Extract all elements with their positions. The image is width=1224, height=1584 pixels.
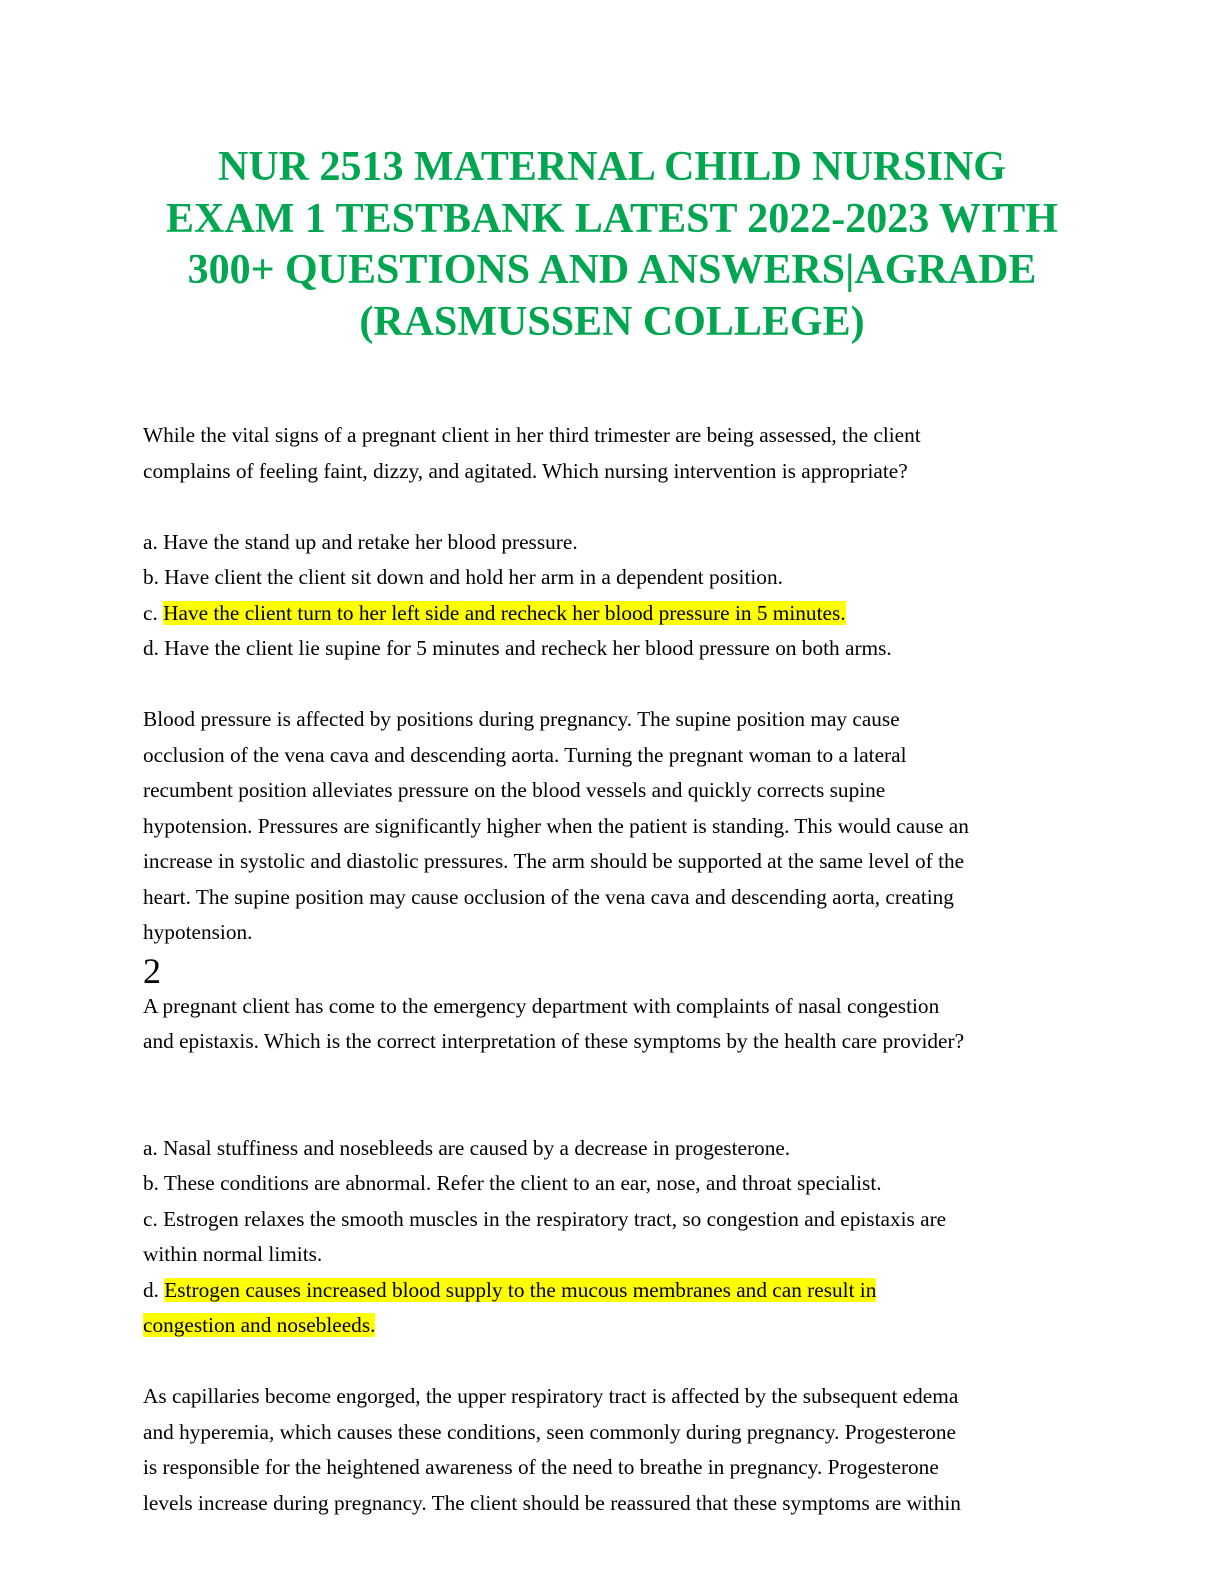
question-stem-line: A pregnant client has come to the emergency department with complaints of nasal congestion: [143, 993, 940, 1018]
rationale-line: is responsible for the heightened awareness of the need to breathe in pregnancy. Progesterone: [143, 1455, 939, 1479]
option-b: b. Have client the client sit down and hold her arm in a dependent position.: [143, 565, 783, 589]
question-stem-line: While the vital signs of a pregnant client in her third trimester are being assessed, the client: [143, 423, 921, 447]
option-d-continued: [143, 1308, 1083, 1344]
rationale-line: Blood pressure is affected by positions during pregnancy. The supine position may cause: [143, 707, 900, 731]
option-a: a. Nasal stuffiness and nosebleeds are caused by a decrease in progesterone.: [143, 1135, 791, 1160]
document-title: [120, 142, 1104, 348]
rationale-1: [143, 702, 1083, 951]
rationale-line: recumbent position alleviates pressure on the blood vessels and quickly corrects supine: [143, 778, 886, 802]
rationale-line: and hyperemia, which causes these conditions, seen commonly during pregnancy. Progesterone: [143, 1419, 956, 1444]
title-line: (RASMUSSEN COLLEGE): [359, 298, 865, 345]
option-letter: d.: [143, 1277, 165, 1302]
highlighted-answer: Estrogen causes increased blood supply to the mucous membranes and can result in: [164, 1277, 877, 1302]
document-body: [143, 418, 1083, 1521]
question-stem-line: complains of feeling faint, dizzy, and agitated. Which nursing intervention is appropriate?: [143, 458, 908, 483]
question-1: [143, 418, 1083, 951]
option-c: c. Estrogen relaxes the smooth muscles in the respiratory tract, so congestion and epistaxis are: [143, 1206, 947, 1231]
question-number: 2: [143, 950, 161, 991]
highlighted-answer: Have the client turn to her left side and recheck her blood pressure in 5 minutes.: [163, 600, 846, 625]
highlighted-answer: congestion and nosebleeds.: [143, 1313, 376, 1337]
option-d: d. Have the client lie supine for 5 minutes and recheck her blood pressure on both arms.: [143, 636, 892, 660]
title-line: NUR 2513 MATERNAL CHILD NURSING: [218, 144, 1006, 190]
rationale-line: hypotension.: [143, 920, 253, 944]
rationale-line: heart. The supine position may cause occlusion of the vena cava and descending aorta, creating: [143, 884, 954, 909]
rationale-2: [143, 1379, 1083, 1521]
rationale-line: levels increase during pregnancy. The client should be reassured that these symptoms are within: [143, 1490, 961, 1515]
option-c-continued: within normal limits.: [143, 1242, 323, 1266]
rationale-line: increase in systolic and diastolic pressures. The arm should be supported at the same level of the: [143, 849, 965, 873]
title-line: 300+ QUESTIONS AND ANSWERS|AGRADE: [187, 247, 1037, 293]
option-a: a. Have the stand up and retake her blood pressure.: [143, 529, 578, 554]
option-letter: c.: [143, 600, 164, 625]
question-2: [143, 951, 1083, 1522]
question-stem-line: and epistaxis. Which is the correct interpretation of these symptoms by the health care provider?: [143, 1029, 965, 1053]
title-line: EXAM 1 TESTBANK LATEST 2022-2023 WITH: [166, 195, 1058, 242]
option-b: b. These conditions are abnormal. Refer the client to an ear, nose, and throat specialist.: [143, 1171, 882, 1195]
rationale-line: hypotension. Pressures are significantly higher when the patient is standing. This would cause an: [143, 813, 969, 838]
option-d: [143, 1273, 1083, 1309]
option-c: [143, 596, 1083, 632]
rationale-line: occlusion of the vena cava and descending aorta. Turning the pregnant woman to a lateral: [143, 742, 907, 767]
rationale-line: As capillaries become engorged, the upper respiratory tract is affected by the subsequent edema: [143, 1384, 959, 1408]
